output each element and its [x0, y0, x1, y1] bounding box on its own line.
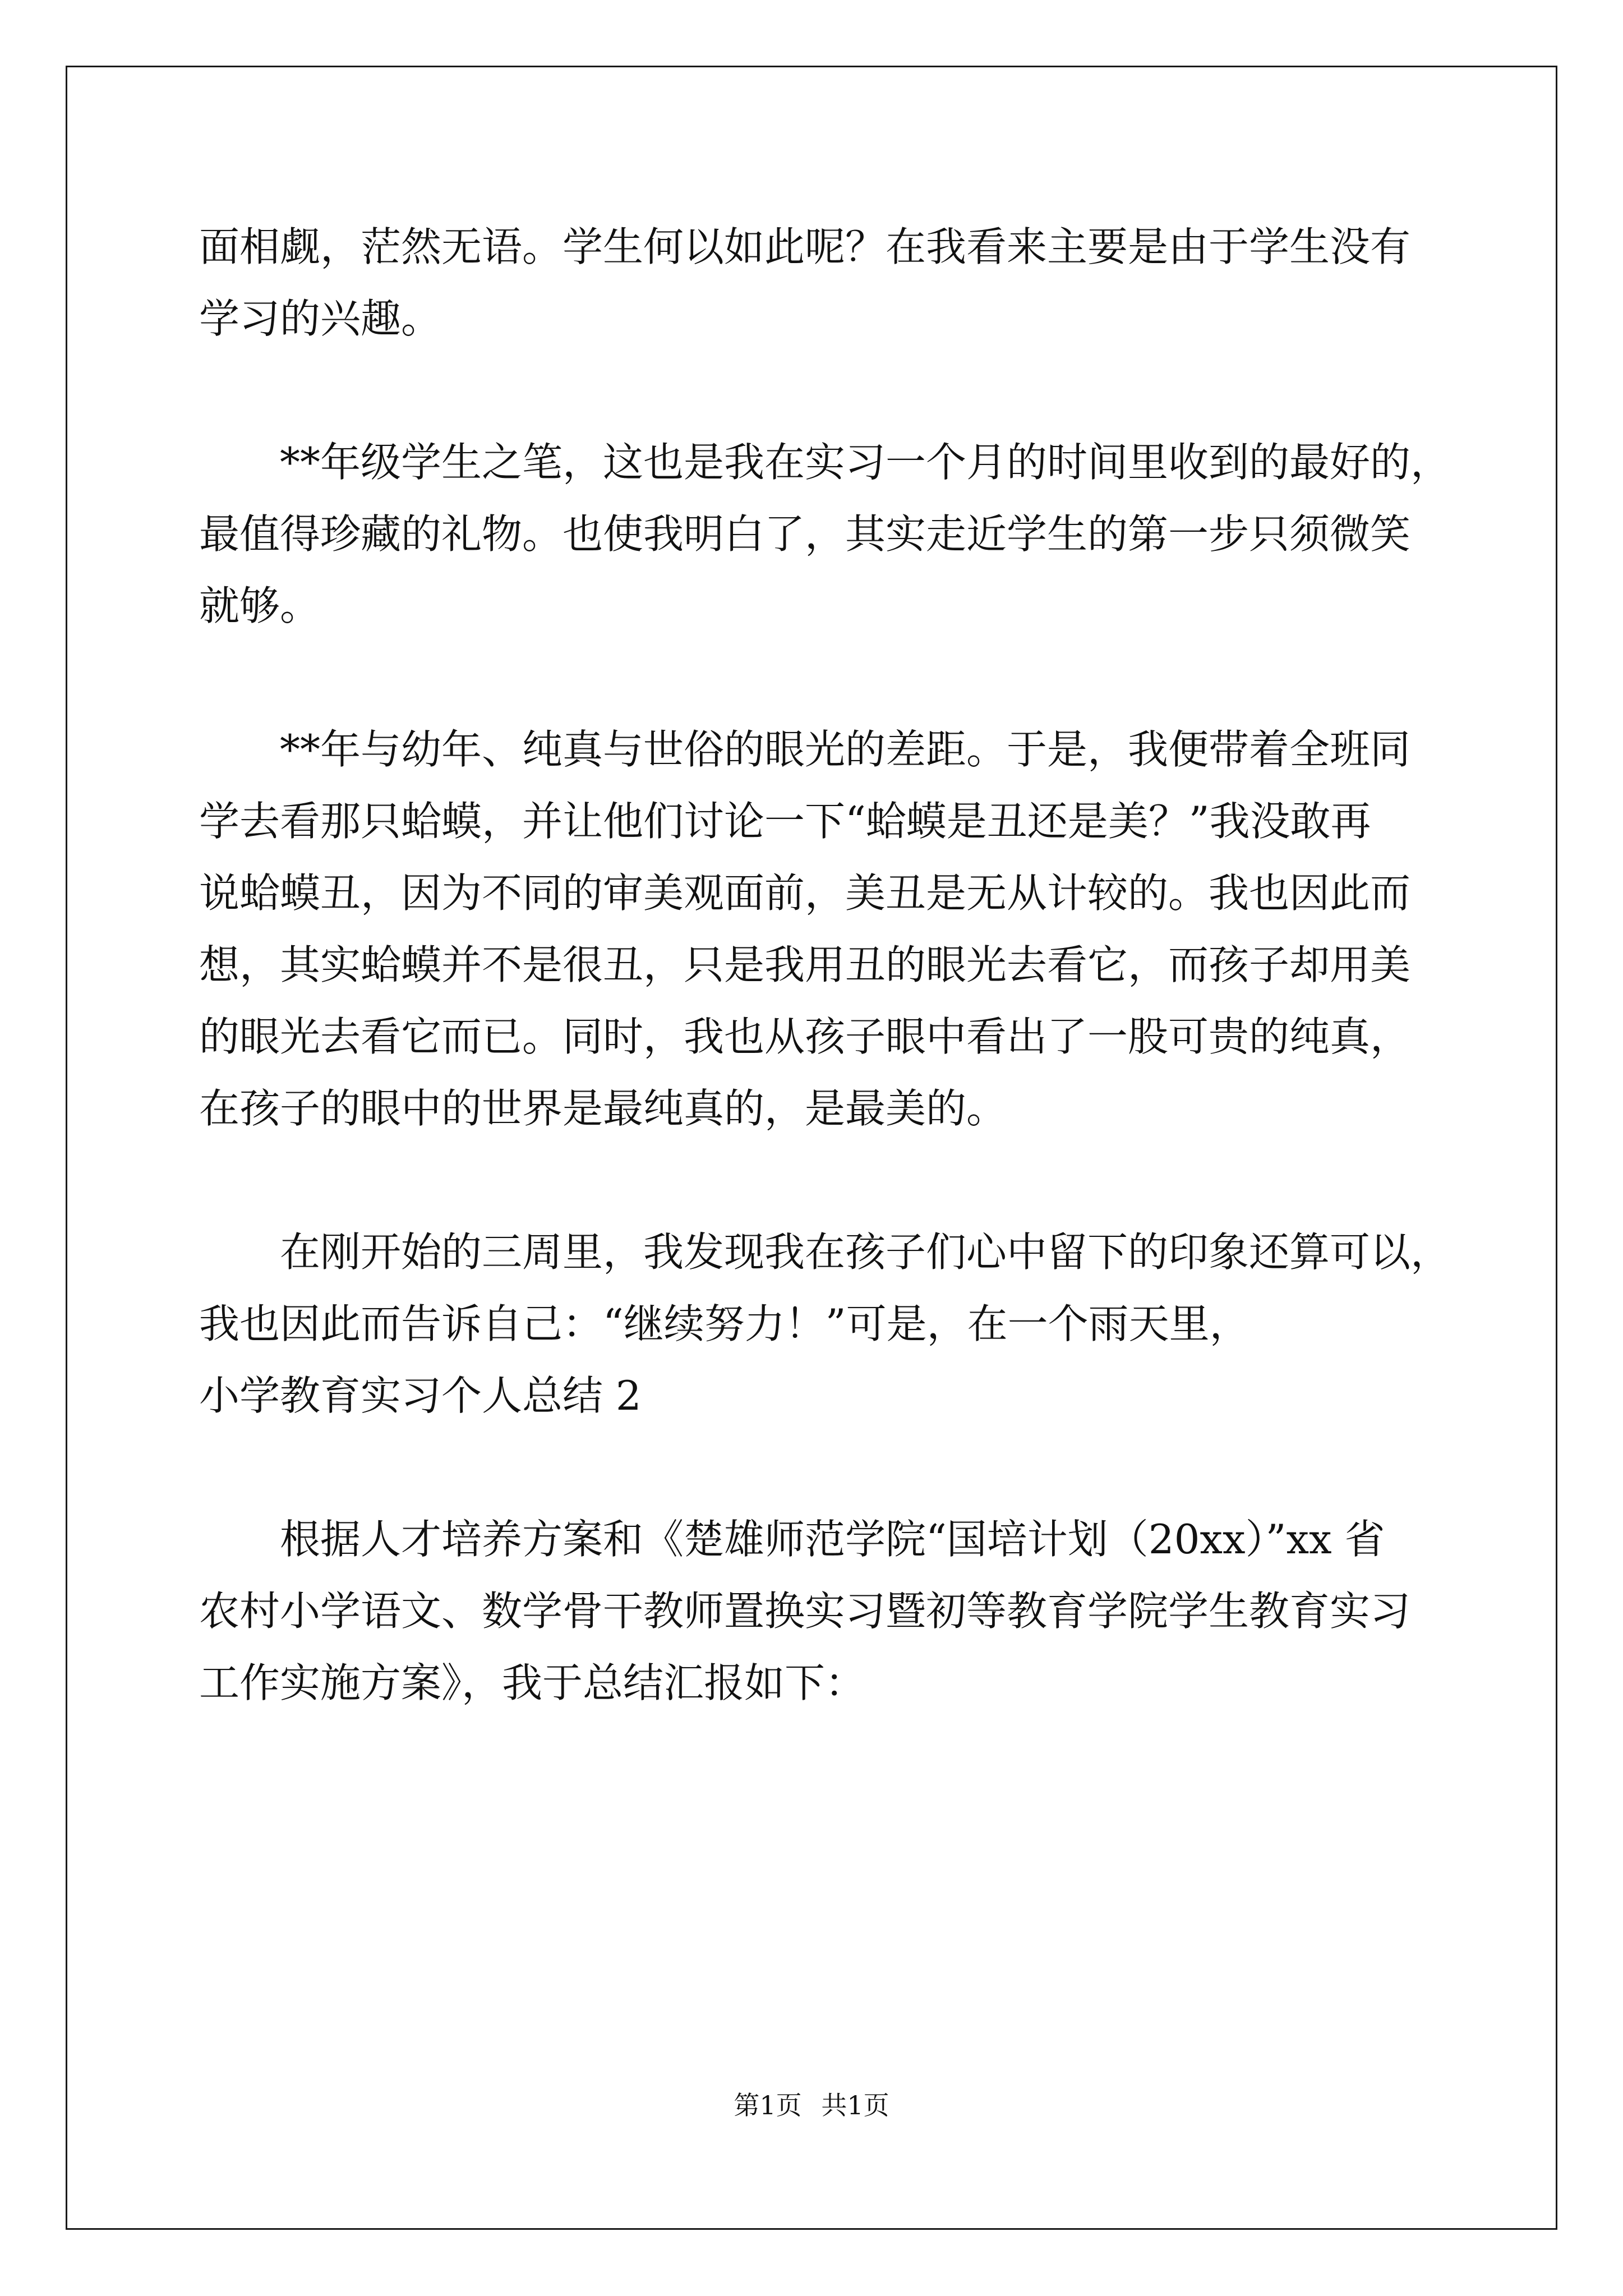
text-line: 根据人才培养方案和《楚雄师范学院“国培计划（20xx）”xx 省: [280, 1516, 1385, 1563]
text-line: 在刚开始的三周里，我发现我在孩子们心中留下的印象还算可以，: [280, 1228, 1451, 1276]
text-line: **年与幼年、纯真与世俗的眼光的差距。于是，我便带着全班同: [280, 726, 1411, 773]
page-border: [66, 66, 1557, 2230]
page-footer: [0, 2091, 1623, 2119]
text-line: 最值得珍藏的礼物。也使我明白了，其实走近学生的第一步只须微笑: [199, 510, 1411, 558]
text-line: **年级学生之笔，这也是我在实习一个月的时间里收到的最好的，: [280, 439, 1451, 486]
text-line: 想，其实蛤蟆并不是很丑，只是我用丑的眼光去看它，而孩子却用美: [199, 941, 1411, 988]
section-heading: 小学教育实习个人总结 2: [199, 1372, 642, 1419]
text-line: 工作实施方案》，我于总结汇报如下：: [199, 1659, 866, 1706]
text-line: 的眼光去看它而已。同时，我也从孩子眼中看出了一股可贵的纯真，: [199, 1013, 1411, 1060]
text-line: 就够。: [199, 582, 321, 629]
text-line: 农村小学语文、数学骨干教师置换实习暨初等教育学院学生教育实习: [199, 1588, 1411, 1635]
page-total: 共1页: [821, 2090, 889, 2120]
text-line: 说蛤蟆丑，因为不同的审美观面前，美丑是无从计较的。我也因此而: [199, 869, 1411, 917]
text-line: 面相觑，茫然无语。学生何以如此呢？在我看来主要是由于学生没有: [199, 223, 1411, 270]
text-line: 学习的兴趣。: [199, 295, 442, 342]
text-line: 在孩子的眼中的世界是最纯真的，是最美的。: [199, 1085, 1007, 1132]
text-line: 我也因此而告诉自己：“继续努力！”可是，在一个雨天里，: [199, 1300, 1250, 1347]
page-number: 第1页: [734, 2090, 802, 2120]
text-line: 学去看那只蛤蟆，并让他们讨论一下“蛤蟆是丑还是美？”我没敢再: [199, 798, 1371, 845]
